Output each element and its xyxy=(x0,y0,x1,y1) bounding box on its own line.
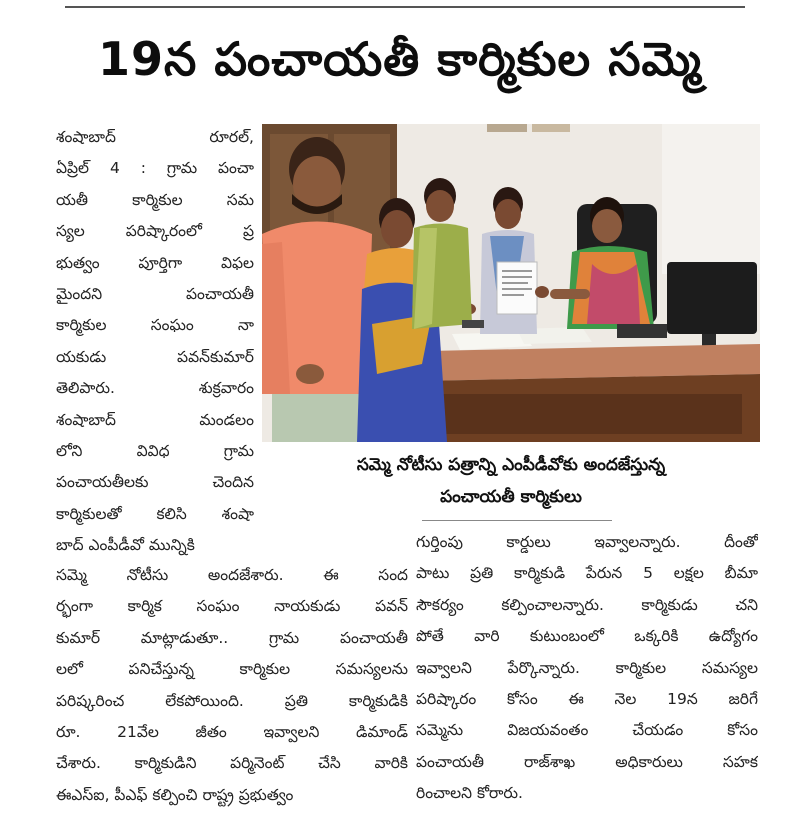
top-rule xyxy=(65,6,745,8)
article-line: ఏప్రిల్ 4 : గ్రామ పంచా xyxy=(56,159,254,178)
article-line: లలో పనిచేస్తున్న కార్మికుల సమస్యలను xyxy=(56,660,408,679)
article-line: శంషాబాద్ మండలం xyxy=(56,410,254,429)
headline: 19న పంచాయతీ కార్మికుల సమ్మె xyxy=(98,32,702,86)
article-line: బాద్ ఎంపీడీవో మున్నికి xyxy=(56,536,195,555)
news-photo-illustration xyxy=(262,124,760,442)
article-line: గుర్తింపు కార్డులు ఇవ్వాలన్నారు. దీంతో xyxy=(416,533,758,551)
article-line: రించాలని కోరారు. xyxy=(416,784,523,803)
article-line: పంచాయతీలకు చెందిన xyxy=(56,473,254,492)
article-line: యతీ కార్మికుల సమ xyxy=(56,190,254,209)
caption-line-2: పంచాయతీ కార్మికులు xyxy=(440,487,582,507)
caption-rule xyxy=(422,520,612,521)
article-line: పంచాయతీ రాజ్‌శాఖ అధికారులు సహక xyxy=(416,752,758,771)
article-line: చేశారు. కార్మికుడిని పర్మినెంట్ చేసి వారికి xyxy=(56,754,408,773)
article-line: యకుడు పవన్‌కుమార్ xyxy=(56,347,254,366)
article-line: పరిష్కారం కోసం ఈ నెల 19న జరిగే xyxy=(416,689,758,708)
article-line: రూ. 21వేల జీతం ఇవ్వాలని డిమాండ్ xyxy=(56,722,408,741)
article-line: సౌకర్యం కల్పించాలన్నారు. కార్మికుడు చని xyxy=(416,595,758,614)
article-line: తెలిపారు. శుక్రవారం xyxy=(56,379,254,398)
article-line: సమ్మె నోటీసు అందజేశారు. ఈ సంద xyxy=(56,566,408,584)
photo-caption xyxy=(262,449,760,513)
article-line: కార్మికుల సంఘం నా xyxy=(56,316,254,335)
article-line: శంషాబాద్ రూరల్, xyxy=(56,128,254,146)
article-line: పోతే వారి కుటుంబంలో ఒక్కరికి ఉద్యోగం xyxy=(416,627,758,646)
article-line: కుమార్ మాట్లాడుతూ.. గ్రామ పంచాయతీ xyxy=(56,628,408,647)
article-right-column xyxy=(416,527,758,810)
article-bottom-column xyxy=(56,560,408,811)
news-photo xyxy=(262,124,760,442)
article-line: భుత్వం పూర్తిగా విఫల xyxy=(56,253,254,272)
article-line: ఇవ్వాలని పేర్కొన్నారు. కార్మికుల సమస్యల xyxy=(416,658,758,677)
article-line: స్యల పరిష్కారంలో ప్ర xyxy=(56,222,254,241)
article-line: పాటు ప్రతి కార్మికుడి పేరున 5 లక్షల బీమా xyxy=(416,564,758,583)
caption-line-1: సమ్మె నోటీసు పత్రాన్ని ఎంపీడీవోకు అందజేస్తున్న xyxy=(356,455,666,475)
article-line: మైందని పంచాయతీ xyxy=(56,284,254,303)
article-line: సమ్మెను విజయవంతం చేయడం కోసం xyxy=(416,721,758,740)
article-line: లోని వివిధ గ్రామ xyxy=(56,441,254,460)
article-line: కార్మికులతో కలిసి శంషా xyxy=(56,504,254,523)
article-line: పరిష్కరించ లేకపోయింది. ప్రతి కార్మికుడికి xyxy=(56,691,408,710)
article-line: ఈఎస్ఐ, పీఎఫ్ కల్పించి రాష్ట్ర ప్రభుత్వం xyxy=(56,785,294,804)
article-left-column xyxy=(56,122,254,561)
article-line: ర్భంగా కార్మిక సంఘం నాయకుడు పవన్ xyxy=(56,597,408,616)
